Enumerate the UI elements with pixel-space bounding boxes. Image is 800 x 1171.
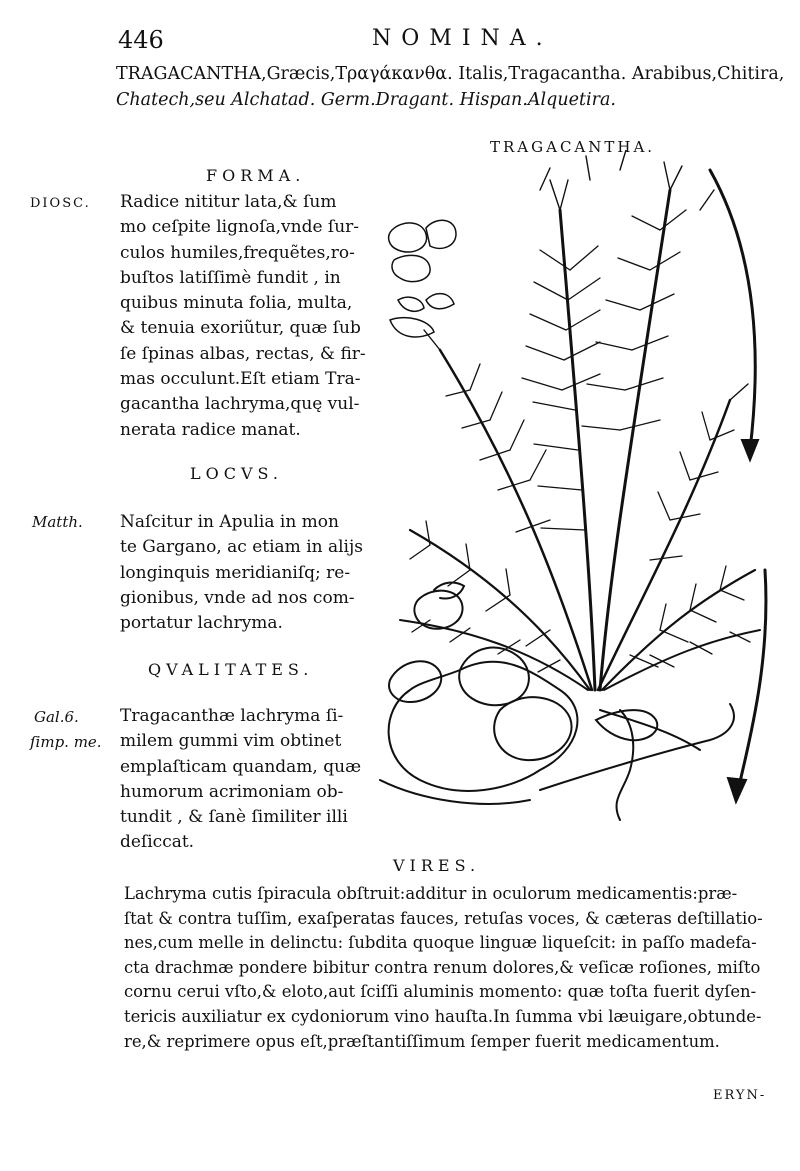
text-line: longinquis meridianiſq; re- [120,562,351,583]
text-line: Naſcitur in Apulia in mon [120,512,339,532]
text-line: tundit , & ſanè ſimiliter illi [120,807,348,828]
tragacantha-woodcut-illustration [370,150,780,860]
text-line: quibus minuta folia, multa, [120,293,353,314]
text-line: ſe ſpinas albas, rectas, & fir- [120,343,366,364]
text-line: deſiccat. [120,832,195,853]
section-heading-forma: FORMA. [206,166,306,185]
text-line: cornu cerui vſto,& eloto,aut ſciſſi aluminis momento: quæ toſta fuerit dyſen- [124,982,757,1002]
figure-caption: TRAGACANTHA. [490,138,656,156]
text-line: gacantha lachryma,quę vul- [120,394,360,415]
qualitates-text [120,704,370,856]
vires-text [124,882,763,1054]
margin-note-gal: Gal.6. [34,708,79,726]
text-line: Tragacanthæ lachryma ſi- [120,706,344,726]
text-line: cta drachmæ pondere bibitur contra renum dolores,& veſicæ roſiones, miſto [124,957,761,977]
text-line: buſtos latiſſimè fundit , in [120,267,341,288]
nomina-line-2: Chatech,seu Alchatad. Germ.Dragant. Hispan.Alquetira. [116,90,616,110]
section-heading-vires: VIRES. [393,856,481,875]
margin-note-matth: Matth. [32,513,83,531]
text-line: gionibus, vnde ad nos com- [120,587,355,608]
text-line: humorum acrimoniam ob- [120,781,344,802]
margin-note-simp: ſimp. me. [30,733,102,751]
text-line: portatur lachryma. [120,613,283,634]
page-number: 446 [118,26,164,54]
text-line: & tenuia exoriũtur, quæ ſub [120,318,361,339]
text-line: emplaſticam quandam, quæ [120,756,362,777]
running-head: NOMINA. [372,26,553,51]
text-line: nerata radice manat. [120,419,301,440]
text-line: mas occulunt.Eſt etiam Tra- [120,369,361,390]
text-line: nes,cum melle in delinctu: ſubdita quoque linguæ liqueſcit: in paſſo madefa- [124,933,757,953]
section-heading-qualitates: QVALITATES. [148,660,314,679]
text-line: Lachryma cutis ſpiracula obſtruit:additur in oculorum medicamentis:præ- [124,884,738,903]
section-heading-locus: LOCVS. [190,464,284,483]
forma-text [120,190,370,443]
text-line: ſtat & contra tuſſim, exaſperatas fauces, retuſas voces, & cæteras deſtillatio- [124,908,763,928]
margin-note-diosc: DIOSC. [30,196,91,211]
text-line: milem gummi vim obtinet [120,731,342,752]
text-line: Radice nititur lata,& ſum [120,192,337,212]
nomina-line-1: TRAGACANTHA,Græcis,Τραγάκανθα. Italis,Tragacantha. Arabibus,Chitira, [116,64,785,84]
text-line: mo ceſpite lignoſa,vnde ſur- [120,217,360,238]
text-line: tericis auxiliatur ex cydoniorum vino hauſta.In ſumma vbi læuigare,obtunde- [124,1006,762,1026]
locus-text [120,510,370,636]
text-line: culos humiles,frequẽtes,ro- [120,242,355,263]
text-line: te Gargano, ac etiam in alijs [120,537,363,558]
text-line: re,& reprimere opus eſt,præſtantiſſimum ſemper fuerit medicamentum. [124,1031,720,1051]
catchword: ERYN- [713,1088,767,1103]
